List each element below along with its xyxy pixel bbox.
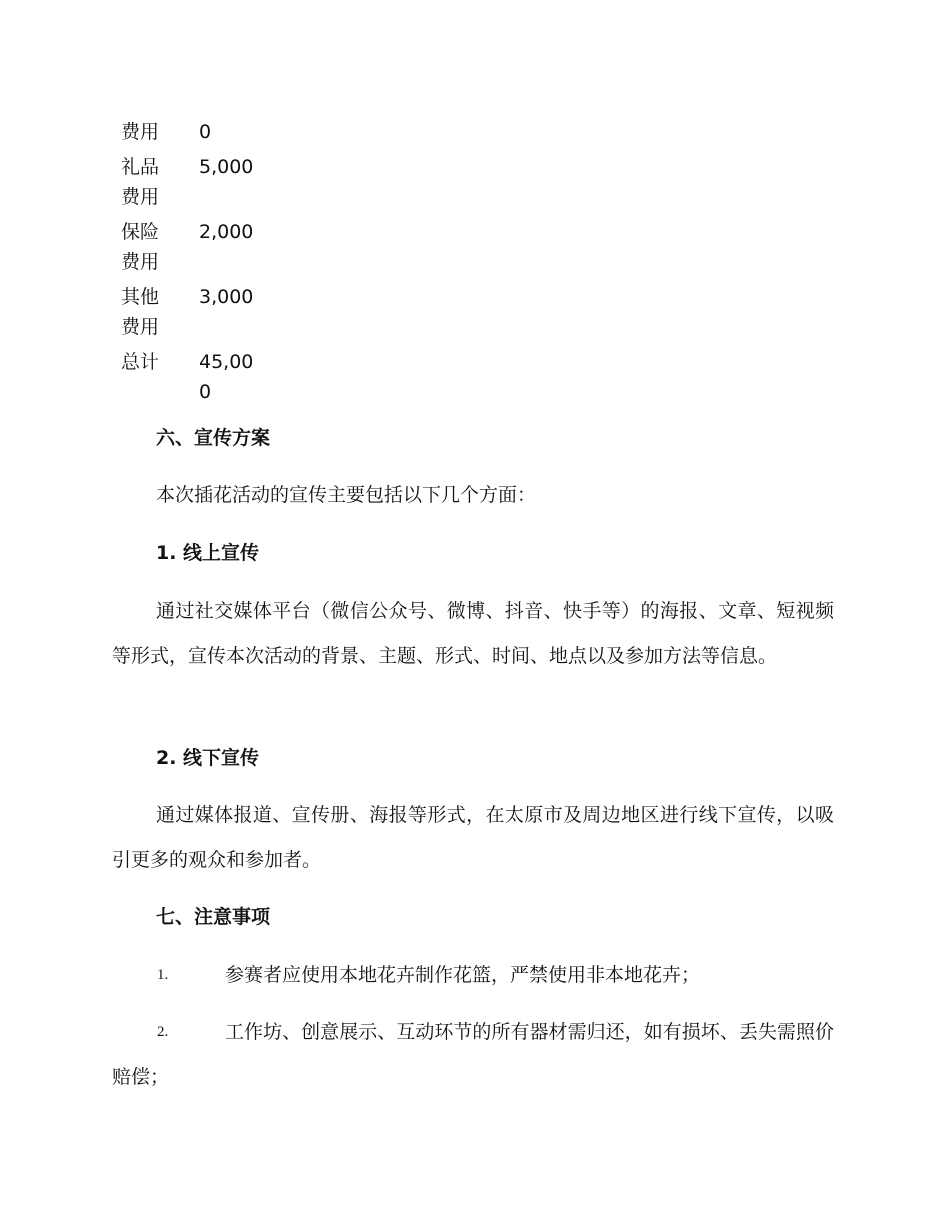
budget-row — [121, 117, 281, 147]
budget-row — [121, 347, 281, 407]
budget-value: 2,000 — [199, 221, 254, 243]
publicity-intro: 本次插花活动的宣传主要包括以下几个方面： — [156, 484, 537, 506]
budget-value: 0 — [199, 121, 212, 143]
budget-row — [121, 152, 281, 212]
offline-paragraph: 通过媒体报道、宣传册、海报等形式，在太原市及周边地区进行线下宣传，以吸引更多的观众和参加者。 — [112, 804, 834, 871]
budget-label: 费用 — [121, 121, 160, 143]
list-item — [112, 953, 834, 998]
list-text: 工作坊、创意展示、互动环节的所有器材需归还，如有损坏、丢失需照价赔偿； — [112, 1021, 834, 1088]
budget-value: 45,000 — [199, 351, 254, 403]
subheading-offline: 2. 线下宣传 — [156, 747, 260, 769]
budget-table — [121, 117, 281, 412]
list-number: 2. — [157, 1024, 169, 1040]
budget-row — [121, 217, 281, 277]
list-item — [112, 1010, 834, 1100]
subheading-online: 1. 线上宣传 — [156, 542, 260, 564]
budget-label: 其他费用 — [121, 286, 160, 338]
budget-label: 礼品费用 — [121, 156, 160, 208]
budget-value: 5,000 — [199, 156, 254, 178]
list-text: 参赛者应使用本地花卉制作花篮，严禁使用非本地花卉； — [225, 964, 701, 986]
list-number: 1. — [157, 967, 169, 983]
budget-value: 3,000 — [199, 286, 254, 308]
budget-label: 保险费用 — [121, 221, 160, 273]
budget-label: 总计 — [121, 351, 160, 373]
section-heading-notes: 七、注意事项 — [156, 906, 271, 928]
budget-row — [121, 282, 281, 342]
online-paragraph: 通过社交媒体平台（微信公众号、微博、抖音、快手等）的海报、文章、短视频等形式，宣传本次活动的背景、主题、形式、时间、地点以及参加方法等信息。 — [112, 600, 834, 667]
section-heading-publicity: 六、宣传方案 — [156, 427, 271, 449]
